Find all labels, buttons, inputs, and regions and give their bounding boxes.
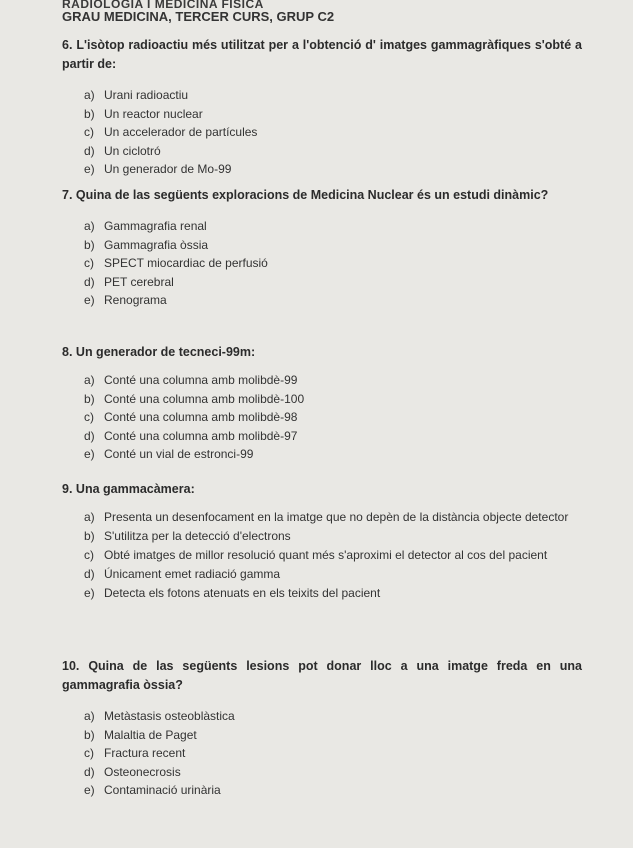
- question-text: 7. Quina de las següents exploracions de Medicina Nuclear és un estudi dinàmic?: [62, 188, 549, 202]
- option-c: c) SPECT miocardiac de perfusió: [84, 256, 268, 271]
- option-c: c) Un accelerador de partícules: [84, 125, 258, 140]
- option-a: a) Urani radioactiu: [84, 88, 189, 102]
- question-text: 9. Una gammacàmera:: [62, 482, 195, 496]
- option-e: e) Conté un vial de estronci-99: [84, 447, 254, 462]
- option-d: d) Osteonecrosis: [84, 764, 181, 779]
- option-a: a) Metàstasis osteoblàstica: [84, 709, 235, 723]
- option-d: d) Conté una columna amb molibdè-97: [84, 428, 298, 443]
- question-text: 10. Quina de las següents lesions pot donar lloc a una imatge freda en una gammagrafia òssia?: [62, 659, 582, 692]
- option-a: a) Conté una columna amb molibdè-99: [84, 373, 298, 387]
- option-c: c) Conté una columna amb molibdè-98: [84, 410, 298, 425]
- answer-options: [62, 508, 582, 603]
- option-b: b) Conté una columna amb molibdè-100: [84, 391, 305, 406]
- option-c: c) Obté imatges de millor resolució quant més s'aproximi el detector al cos del pacient: [84, 548, 548, 562]
- option-b: b) Malaltia de Paget: [84, 727, 197, 742]
- option-e: e) Contaminació urinària: [84, 783, 221, 798]
- answer-options: [62, 217, 582, 310]
- option-e: e) Renograma: [84, 293, 167, 308]
- answer-options: [62, 86, 582, 179]
- question-8: [62, 343, 582, 464]
- option-b: b) Un reactor nuclear: [84, 106, 203, 121]
- option-d: d) Únicament emet radiació gamma: [84, 567, 281, 581]
- option-d: d) Un ciclotró: [84, 143, 161, 158]
- question-6: [62, 36, 582, 179]
- question-7: [62, 186, 582, 310]
- question-text: 6. L'isòtop radioactiu més utilitzat per a l'obtenció d' imatges gammagràfiques s'obté a partir de:: [62, 38, 583, 71]
- course-header: RADIOLOGIA I MEDICINA FISICA: [62, 0, 264, 11]
- question-text: 8. Un generador de tecneci-99m:: [62, 345, 256, 359]
- option-a: a) Gammagrafia renal: [84, 219, 207, 233]
- option-c: c) Fractura recent: [84, 746, 186, 761]
- option-e: e) Detecta els fotons atenuats en els teixits del pacient: [84, 586, 381, 600]
- group-header: GRAU MEDICINA, TERCER CURS, GRUP C2: [62, 9, 335, 24]
- option-d: d) PET cerebral: [84, 274, 174, 289]
- question-9: [62, 480, 582, 603]
- option-b: b) Gammagrafia òssia: [84, 237, 209, 252]
- answer-options: [62, 707, 582, 800]
- option-b: b) S'utilitza per la detecció d'electrons: [84, 529, 291, 543]
- answer-options: [62, 371, 582, 464]
- option-a: a) Presenta un desenfocament en la imatge que no depèn de la distància objecte detector: [84, 510, 569, 524]
- question-10: [62, 657, 582, 800]
- option-e: e) Un generador de Mo-99: [84, 162, 232, 177]
